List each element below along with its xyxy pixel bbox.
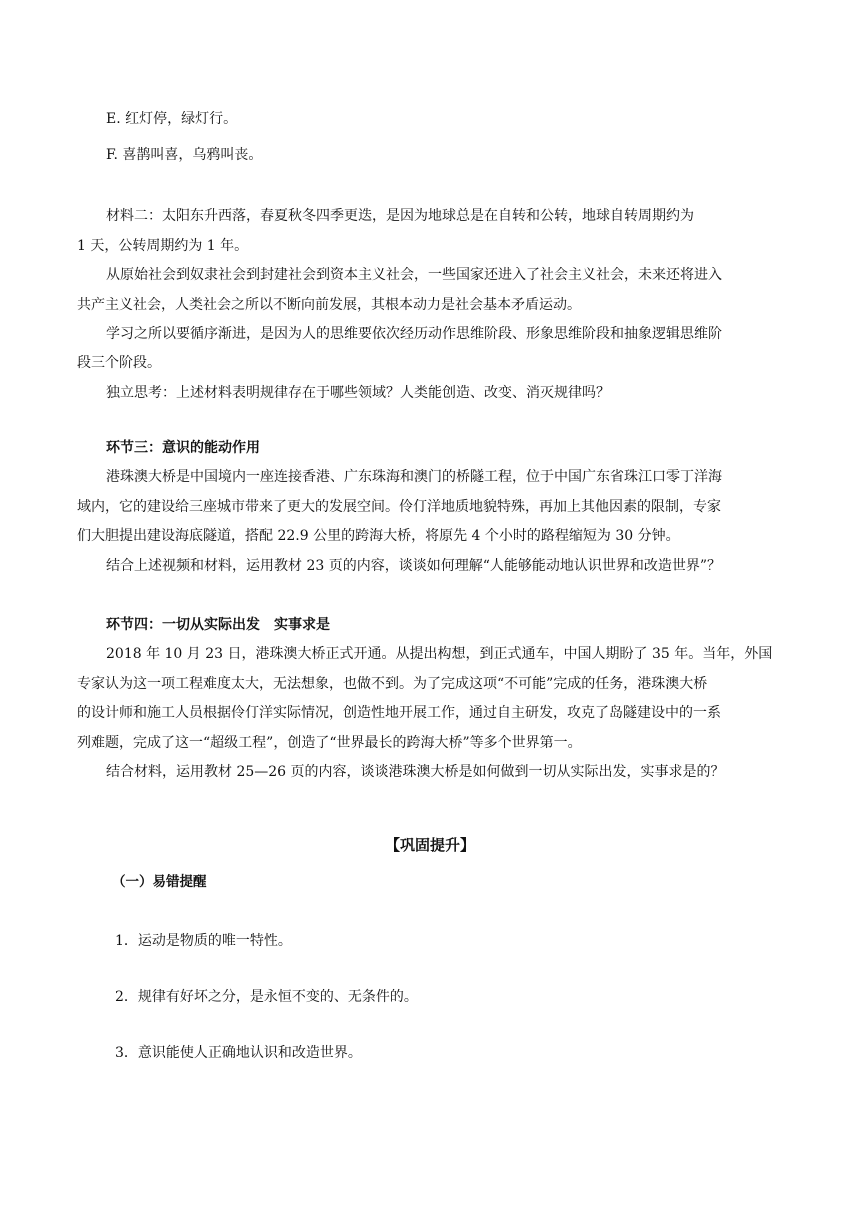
material2-line: 段三个阶段。 bbox=[77, 355, 161, 371]
material2-line: 材料二：太阳东升西落，春夏秋冬四季更迭，是因为地球总是在自转和公转，地球自转周期约为 bbox=[106, 208, 694, 224]
mistake-item: 1．运动是物质的唯一特性。 bbox=[115, 933, 292, 949]
mistake-reminder-subheading: （一）易错提醒 bbox=[112, 874, 207, 890]
section4-heading: 环节四：一切从实际出发 实事求是 bbox=[106, 617, 330, 633]
material2-line: 学习之所以要循序渐进，是因为人的思维要依次经历动作思维阶段、形象思维阶段和抽象逻辑思维阶 bbox=[106, 326, 722, 342]
mistake-item: 3．意识能使人正确地认识和改造世界。 bbox=[115, 1045, 362, 1061]
section3-question: 结合上述视频和材料，运用教材 23 页的内容，谈谈如何理解“人能够能动地认识世界和改造世界”？ bbox=[106, 558, 722, 574]
option-f: F. 喜鹊叫喜，乌鸦叫丧。 bbox=[106, 147, 263, 163]
section3-line: 域内，它的建设给三座城市带来了更大的发展空间。伶仃洋地质地貌特殊，再加上其他因素的限制，专家 bbox=[77, 499, 721, 515]
section4-question: 结合材料，运用教材 25—26 页的内容，谈谈港珠澳大桥是如何做到一切从实际出发，实事求是的？ bbox=[106, 764, 725, 780]
material2-line: 共产主义社会，人类社会之所以不断向前发展，其根本动力是社会基本矛盾运动。 bbox=[77, 297, 581, 313]
section4-line: 专家认为这一项工程难度太大，无法想象，也做不到。为了完成这项“不可能”完成的任务，港珠澳大桥 bbox=[77, 676, 708, 692]
section3-line: 港珠澳大桥是中国境内一座连接香港、广东珠海和澳门的桥隧工程，位于中国广东省珠江口零丁洋海 bbox=[106, 469, 722, 485]
section3-heading: 环节三：意识的能动作用 bbox=[106, 440, 260, 456]
section4-line: 的设计师和施工人员根据伶仃洋实际情况，创造性地开展工作，通过自主研发，攻克了岛隧建设中的一系 bbox=[77, 705, 721, 721]
consolidation-title: 【巩固提升】 bbox=[384, 836, 475, 854]
mistake-item: 2．规律有好坏之分，是永恒不变的、无条件的。 bbox=[115, 989, 418, 1005]
material2-line: 1 天，公转周期约为 1 年。 bbox=[77, 238, 249, 254]
section3-line: 们大胆提出建设海底隧道，搭配 22.9 公里的跨海大桥，将原先 4 个小时的路程缩短为 30 分钟。 bbox=[77, 528, 680, 544]
option-e: E. 红灯停，绿灯行。 bbox=[106, 111, 238, 127]
section4-line: 2018 年 10 月 23 日，港珠澳大桥正式开通。从提出构想，到正式通车，中国人期盼了 35 年。当年，外国 bbox=[106, 646, 773, 662]
independent-thinking-question: 独立思考：上述材料表明规律存在于哪些领域？人类能创造、改变、消灭规律吗？ bbox=[106, 385, 610, 401]
material2-line: 从原始社会到奴隶社会到封建社会到资本主义社会，一些国家还进入了社会主义社会，未来还将进入 bbox=[106, 267, 722, 283]
section4-line: 列难题，完成了这一“超级工程”，创造了“世界最长的跨海大桥”等多个世界第一。 bbox=[77, 735, 582, 751]
